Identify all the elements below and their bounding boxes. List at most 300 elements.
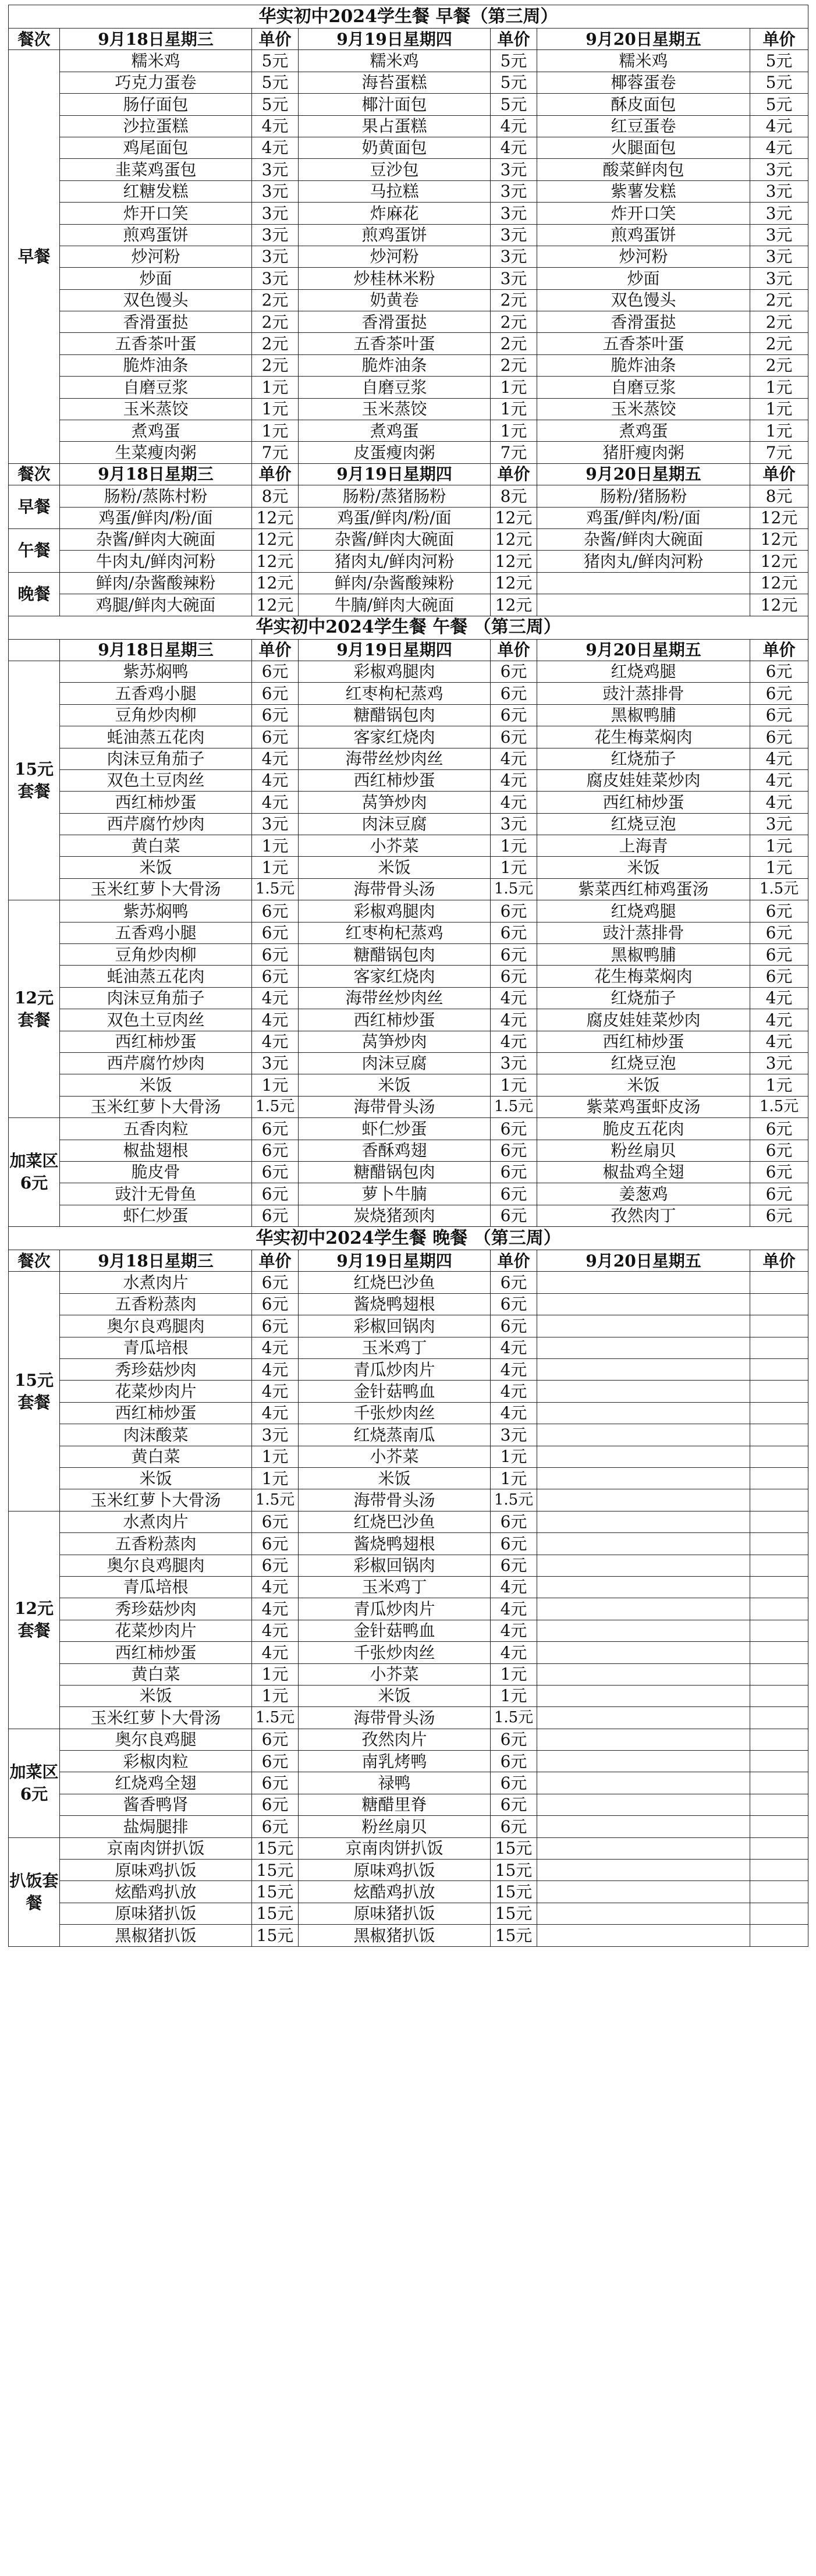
- price-cell: 6元: [750, 1161, 808, 1183]
- dish-cell: 炸开口笑: [60, 203, 252, 224]
- table-row: [9, 1533, 808, 1555]
- table-row: [9, 398, 808, 420]
- price-cell: 1元: [252, 398, 299, 420]
- dish-cell: 玉米蒸饺: [299, 398, 491, 420]
- dish-cell: 虾仁炒蛋: [60, 1205, 252, 1226]
- dish-cell: 京南肉饼扒饭: [60, 1837, 252, 1859]
- price-cell: 4元: [252, 1576, 299, 1598]
- header-meal: [9, 639, 60, 661]
- price-cell: 4元: [491, 1576, 537, 1598]
- price-cell: 1元: [750, 835, 808, 857]
- table-row: [9, 922, 808, 943]
- dish-cell: 玉米蒸饺: [537, 398, 750, 420]
- price-cell: 3元: [491, 268, 537, 289]
- dish-cell: 海苔蛋糕: [299, 72, 491, 93]
- price-cell: 5元: [252, 50, 299, 72]
- header-meal: 餐次: [9, 1250, 60, 1272]
- price-cell: 3元: [491, 180, 537, 202]
- price-cell: 3元: [491, 1424, 537, 1446]
- dish-cell: 小芥菜: [299, 1446, 491, 1467]
- price-cell: 6元: [750, 966, 808, 987]
- dish-cell: 脆皮五花肉: [537, 1118, 750, 1140]
- dish-cell: 紫菜西红柿鸡蛋汤: [537, 878, 750, 900]
- empty-cell: [537, 1272, 750, 1293]
- breakfast-title: 华实初中2024学生餐 早餐（第三周）: [9, 5, 808, 29]
- price-cell: 7元: [750, 442, 808, 463]
- price-cell: 3元: [491, 159, 537, 180]
- dish-cell: 千张炒肉丝: [299, 1642, 491, 1663]
- dish-cell: 五香粉蒸肉: [60, 1533, 252, 1555]
- empty-cell: [750, 1903, 808, 1924]
- dish-cell: 果占蛋糕: [299, 115, 491, 137]
- empty-cell: [750, 1315, 808, 1337]
- table-row: [9, 1096, 808, 1117]
- dish-cell: 水煮肉片: [60, 1272, 252, 1293]
- dish-cell: 西红柿炒蛋: [60, 1031, 252, 1052]
- price-cell: 1元: [491, 420, 537, 442]
- dish-cell: 粉丝扇贝: [299, 1816, 491, 1837]
- price-cell: 5元: [252, 72, 299, 93]
- price-cell: 12元: [750, 551, 808, 572]
- price-cell: 1元: [750, 857, 808, 878]
- dish-cell: 炒河粉: [299, 246, 491, 267]
- dish-cell: 脆炸油条: [299, 354, 491, 376]
- table-row: [9, 485, 808, 507]
- price-cell: 4元: [750, 115, 808, 137]
- empty-cell: [750, 1381, 808, 1402]
- price-cell: 2元: [491, 354, 537, 376]
- dish-cell: 客家红烧肉: [299, 726, 491, 748]
- header-date: 9月19日星期四: [299, 1250, 491, 1272]
- price-cell: 6元: [491, 1511, 537, 1532]
- empty-cell: [537, 1511, 750, 1532]
- dish-cell: 米饭: [299, 1074, 491, 1096]
- price-cell: 2元: [750, 311, 808, 333]
- price-cell: 3元: [750, 159, 808, 180]
- price-cell: 15元: [252, 1881, 299, 1903]
- table-row: [9, 683, 808, 704]
- dish-cell: 肉沫豆角茄子: [60, 748, 252, 769]
- dish-cell: 黄白菜: [60, 1446, 252, 1467]
- header-row: [9, 29, 808, 50]
- price-cell: 4元: [491, 987, 537, 1009]
- empty-cell: [537, 1533, 750, 1555]
- price-cell: 6元: [750, 704, 808, 726]
- table-row: [9, 1074, 808, 1096]
- price-cell: 3元: [750, 180, 808, 202]
- dish-cell: 鲜肉/杂酱酸辣粉: [60, 572, 252, 594]
- price-cell: 6元: [252, 1118, 299, 1140]
- dish-cell: 豉汁蒸排骨: [537, 683, 750, 704]
- table-row: [9, 1511, 808, 1532]
- dish-cell: 炸麻花: [299, 203, 491, 224]
- title-row: [9, 616, 808, 639]
- dish-cell: 海带骨头汤: [299, 1489, 491, 1511]
- price-cell: 12元: [750, 507, 808, 528]
- price-cell: 6元: [252, 1161, 299, 1183]
- price-cell: 6元: [750, 1118, 808, 1140]
- price-cell: 6元: [491, 1794, 537, 1815]
- price-cell: 4元: [750, 137, 808, 158]
- dish-cell: 牛肉丸/鲜肉河粉: [60, 551, 252, 572]
- dish-cell: 米饭: [537, 857, 750, 878]
- dish-cell: 黄白菜: [60, 835, 252, 857]
- table-row: [9, 1381, 808, 1402]
- table-row: [9, 661, 808, 682]
- dish-cell: 巧克力蛋卷: [60, 72, 252, 93]
- dish-cell: 青瓜炒肉片: [299, 1598, 491, 1620]
- price-cell: 6元: [750, 944, 808, 966]
- price-cell: 3元: [491, 246, 537, 267]
- header-date: 9月18日星期三: [60, 1250, 252, 1272]
- empty-cell: [750, 1729, 808, 1750]
- price-cell: 3元: [252, 224, 299, 246]
- header-date: 9月19日星期四: [299, 639, 491, 661]
- dish-cell: 彩椒回锅肉: [299, 1555, 491, 1576]
- dish-cell: 金针菇鸭血: [299, 1620, 491, 1641]
- table-row: [9, 1816, 808, 1837]
- empty-cell: [750, 1925, 808, 1946]
- price-cell: 6元: [252, 1183, 299, 1205]
- meal-group-label: 12元套餐: [9, 1511, 60, 1729]
- dish-cell: 自磨豆浆: [60, 377, 252, 398]
- price-cell: 15元: [252, 1925, 299, 1946]
- empty-cell: [537, 1446, 750, 1467]
- price-cell: 1.5元: [252, 1707, 299, 1729]
- empty-cell: [537, 1837, 750, 1859]
- dish-cell: 双色土豆肉丝: [60, 769, 252, 791]
- price-cell: 6元: [252, 1751, 299, 1772]
- dish-cell: 玉米鸡丁: [299, 1337, 491, 1358]
- price-cell: 15元: [252, 1837, 299, 1859]
- dish-cell: 玉米鸡丁: [299, 1576, 491, 1598]
- table-row: [9, 224, 808, 246]
- header-date: 9月19日星期四: [299, 463, 491, 485]
- dish-cell: 西红柿炒蛋: [60, 1642, 252, 1663]
- price-cell: 4元: [491, 1381, 537, 1402]
- dish-cell: 香滑蛋挞: [60, 311, 252, 333]
- price-cell: 3元: [491, 203, 537, 224]
- dish-cell: 西芹腐竹炒肉: [60, 813, 252, 835]
- price-cell: 3元: [252, 1052, 299, 1074]
- table-row: [9, 1642, 808, 1663]
- price-cell: 4元: [491, 1337, 537, 1358]
- price-cell: 2元: [750, 354, 808, 376]
- price-cell: 1元: [491, 835, 537, 857]
- price-cell: 12元: [252, 594, 299, 616]
- table-row: [9, 1359, 808, 1381]
- meal-group-label: 早餐: [9, 50, 60, 463]
- table-row: [9, 1620, 808, 1641]
- price-cell: 6元: [491, 683, 537, 704]
- price-cell: 4元: [750, 1031, 808, 1052]
- dish-cell: 肉沫豆腐: [299, 813, 491, 835]
- dish-cell: 原味猪扒饭: [60, 1903, 252, 1924]
- table-row: [9, 900, 808, 922]
- dish-cell: 炫酷鸡扒放: [60, 1881, 252, 1903]
- price-cell: 6元: [252, 1729, 299, 1750]
- price-cell: 12元: [491, 507, 537, 528]
- dish-cell: 小芥菜: [299, 835, 491, 857]
- dish-cell: 炒河粉: [60, 246, 252, 267]
- price-cell: 4元: [252, 1359, 299, 1381]
- table-row: [9, 1402, 808, 1424]
- price-cell: 6元: [491, 1533, 537, 1555]
- dish-cell: 猪肉丸/鲜肉河粉: [299, 551, 491, 572]
- empty-cell: [537, 1685, 750, 1706]
- price-cell: 1元: [491, 377, 537, 398]
- dish-cell: 脆炸油条: [60, 354, 252, 376]
- dish-cell: 黑椒鸭脯: [537, 944, 750, 966]
- table-row: [9, 944, 808, 966]
- price-cell: 4元: [750, 769, 808, 791]
- dish-cell: 水煮肉片: [60, 1511, 252, 1532]
- dish-cell: 五香肉粒: [60, 1118, 252, 1140]
- dish-cell: 禄鸭: [299, 1772, 491, 1794]
- price-cell: 15元: [252, 1903, 299, 1924]
- price-cell: 1元: [750, 1074, 808, 1096]
- price-cell: 7元: [252, 442, 299, 463]
- dish-cell: 原味鸡扒饭: [299, 1860, 491, 1881]
- price-cell: 2元: [252, 354, 299, 376]
- price-cell: 1.5元: [491, 1489, 537, 1511]
- price-cell: 4元: [750, 792, 808, 813]
- table-row: [9, 594, 808, 616]
- dish-cell: 红烧鸡腿: [537, 900, 750, 922]
- empty-cell: [750, 1881, 808, 1903]
- dish-cell: 上海青: [537, 835, 750, 857]
- price-cell: 6元: [491, 1751, 537, 1772]
- menu-table: [8, 5, 808, 1947]
- dish-cell: 海带骨头汤: [299, 878, 491, 900]
- table-row: [9, 1925, 808, 1946]
- dish-cell: 米饭: [60, 857, 252, 878]
- table-row: [9, 1860, 808, 1881]
- price-cell: 3元: [750, 1052, 808, 1074]
- empty-cell: [537, 1381, 750, 1402]
- empty-cell: [750, 1424, 808, 1446]
- price-cell: 6元: [252, 1140, 299, 1161]
- table-row: [9, 50, 808, 72]
- dish-cell: 红枣枸杞蒸鸡: [299, 683, 491, 704]
- dish-cell: 黑椒猪扒饭: [299, 1925, 491, 1946]
- price-cell: 2元: [252, 333, 299, 354]
- empty-cell: [750, 1794, 808, 1815]
- header-row: [9, 639, 808, 661]
- meal-group-label: 15元套餐: [9, 661, 60, 900]
- dish-cell: 西红柿炒蛋: [299, 769, 491, 791]
- dish-cell: 煎鸡蛋饼: [60, 224, 252, 246]
- dish-cell: 煮鸡蛋: [60, 420, 252, 442]
- price-cell: 6元: [252, 1533, 299, 1555]
- table-row: [9, 333, 808, 354]
- dish-cell: 花生梅菜焖肉: [537, 966, 750, 987]
- header-price: 单价: [750, 29, 808, 50]
- dish-cell: 牛腩/鲜肉大碗面: [299, 594, 491, 616]
- price-cell: 1.5元: [252, 1096, 299, 1117]
- dish-cell: 椰蓉蛋卷: [537, 72, 750, 93]
- dish-cell: 肉沫豆角茄子: [60, 987, 252, 1009]
- empty-cell: [750, 1707, 808, 1729]
- dish-cell: 杂酱/鲜肉大碗面: [299, 528, 491, 550]
- table-row: [9, 1052, 808, 1074]
- dish-cell: 奶黄面包: [299, 137, 491, 158]
- price-cell: 4元: [252, 115, 299, 137]
- header-price: 单价: [252, 29, 299, 50]
- price-cell: 4元: [252, 769, 299, 791]
- dish-cell: 炭烧猪颈肉: [299, 1205, 491, 1226]
- price-cell: 3元: [750, 246, 808, 267]
- price-cell: 3元: [252, 246, 299, 267]
- price-cell: 4元: [491, 792, 537, 813]
- price-cell: 1元: [750, 420, 808, 442]
- dish-cell: 彩椒鸡腿肉: [299, 661, 491, 682]
- price-cell: 3元: [252, 813, 299, 835]
- dish-cell: 糖醋锅包肉: [299, 944, 491, 966]
- meal-group-label: 12元套餐: [9, 900, 60, 1118]
- meal-group-label: 加菜区6元: [9, 1118, 60, 1227]
- price-cell: 1.5元: [491, 1096, 537, 1117]
- price-cell: 1元: [252, 1468, 299, 1489]
- header-date: 9月18日星期三: [60, 639, 252, 661]
- dish-cell: 红烧巴沙鱼: [299, 1511, 491, 1532]
- price-cell: 3元: [491, 813, 537, 835]
- meal-group-label: 15元套餐: [9, 1272, 60, 1511]
- table-row: [9, 528, 808, 550]
- dish-cell: 孜然肉丁: [537, 1205, 750, 1226]
- price-cell: 1.5元: [491, 1707, 537, 1729]
- dish-cell: 萝卜牛腩: [299, 1183, 491, 1205]
- price-cell: 6元: [252, 900, 299, 922]
- dish-cell: 南乳烤鸭: [299, 1751, 491, 1772]
- dish-cell: 原味鸡扒饭: [60, 1860, 252, 1881]
- price-cell: 6元: [252, 1315, 299, 1337]
- empty-cell: [750, 1576, 808, 1598]
- price-cell: 3元: [252, 203, 299, 224]
- dish-cell: 肠仔面包: [60, 94, 252, 115]
- price-cell: 6元: [491, 944, 537, 966]
- empty-cell: [537, 1860, 750, 1881]
- price-cell: 2元: [491, 311, 537, 333]
- price-cell: 1元: [252, 420, 299, 442]
- dish-cell: 酱香鸭肾: [60, 1794, 252, 1815]
- price-cell: 8元: [491, 485, 537, 507]
- price-cell: 4元: [491, 137, 537, 158]
- table-row: [9, 354, 808, 376]
- dish-cell: 米饭: [537, 1074, 750, 1096]
- price-cell: 3元: [750, 813, 808, 835]
- table-row: [9, 180, 808, 202]
- dish-cell: 猪肝瘦肉粥: [537, 442, 750, 463]
- price-cell: 1.5元: [491, 878, 537, 900]
- dish-cell: 彩椒回锅肉: [299, 1315, 491, 1337]
- price-cell: 4元: [491, 748, 537, 769]
- dish-cell: 豆沙包: [299, 159, 491, 180]
- price-cell: 1元: [491, 1446, 537, 1467]
- price-cell: 4元: [750, 748, 808, 769]
- empty-cell: [537, 1663, 750, 1685]
- price-cell: 6元: [491, 661, 537, 682]
- table-row: [9, 268, 808, 289]
- dish-cell: 五香粉蒸肉: [60, 1293, 252, 1315]
- lunch-title: 华实初中2024学生餐 午餐 （第三周）: [9, 616, 808, 639]
- price-cell: 8元: [750, 485, 808, 507]
- empty-cell: [750, 1272, 808, 1293]
- table-row: [9, 420, 808, 442]
- dish-cell: 花菜炒肉片: [60, 1381, 252, 1402]
- header-date: 9月20日星期五: [537, 29, 750, 50]
- table-row: [9, 726, 808, 748]
- dish-cell: 黑椒鸭脯: [537, 704, 750, 726]
- price-cell: 5元: [491, 72, 537, 93]
- table-row: [9, 704, 808, 726]
- price-cell: 4元: [252, 748, 299, 769]
- price-cell: 3元: [252, 159, 299, 180]
- price-cell: 4元: [491, 1642, 537, 1663]
- dish-cell: 腐皮娃娃菜炒肉: [537, 1009, 750, 1031]
- dish-cell: 彩椒肉粒: [60, 1751, 252, 1772]
- empty-cell: [750, 1293, 808, 1315]
- price-cell: 6元: [252, 661, 299, 682]
- price-cell: 6元: [252, 1272, 299, 1293]
- dish-cell: 自磨豆浆: [299, 377, 491, 398]
- dish-cell: 皮蛋瘦肉粥: [299, 442, 491, 463]
- table-row: [9, 1161, 808, 1183]
- empty-cell: [537, 1576, 750, 1598]
- dish-cell: 紫苏焖鸭: [60, 900, 252, 922]
- dish-cell: 虾仁炒蛋: [299, 1118, 491, 1140]
- price-cell: 4元: [252, 1031, 299, 1052]
- table-row: [9, 1009, 808, 1031]
- price-cell: 3元: [252, 180, 299, 202]
- dish-cell: 米饭: [299, 1468, 491, 1489]
- dish-cell: 彩椒鸡腿肉: [299, 900, 491, 922]
- dish-cell: 奥尔良鸡腿: [60, 1729, 252, 1750]
- price-cell: 6元: [750, 661, 808, 682]
- empty-cell: [537, 1794, 750, 1815]
- price-cell: 12元: [491, 594, 537, 616]
- price-cell: 3元: [750, 224, 808, 246]
- table-row: [9, 442, 808, 463]
- price-cell: 2元: [491, 289, 537, 311]
- price-cell: 5元: [491, 50, 537, 72]
- dish-cell: 玉米蒸饺: [60, 398, 252, 420]
- table-row: [9, 289, 808, 311]
- price-cell: 8元: [252, 485, 299, 507]
- price-cell: 1元: [252, 857, 299, 878]
- dish-cell: 秀珍菇炒肉: [60, 1598, 252, 1620]
- price-cell: 6元: [491, 1272, 537, 1293]
- table-row: [9, 115, 808, 137]
- price-cell: 2元: [750, 289, 808, 311]
- price-cell: 5元: [750, 72, 808, 93]
- dish-cell: 西红柿炒蛋: [60, 792, 252, 813]
- empty-cell: [537, 1816, 750, 1837]
- empty-cell: [750, 1772, 808, 1794]
- price-cell: 1元: [491, 1663, 537, 1685]
- price-cell: 5元: [252, 94, 299, 115]
- dish-cell: 红糖发糕: [60, 180, 252, 202]
- dish-cell: 豉汁无骨鱼: [60, 1183, 252, 1205]
- empty-cell: [750, 1446, 808, 1467]
- table-row: [9, 748, 808, 769]
- table-row: [9, 377, 808, 398]
- price-cell: 6元: [491, 922, 537, 943]
- price-cell: 6元: [252, 683, 299, 704]
- price-cell: 6元: [491, 1205, 537, 1226]
- dish-cell: 海带骨头汤: [299, 1096, 491, 1117]
- table-row: [9, 1315, 808, 1337]
